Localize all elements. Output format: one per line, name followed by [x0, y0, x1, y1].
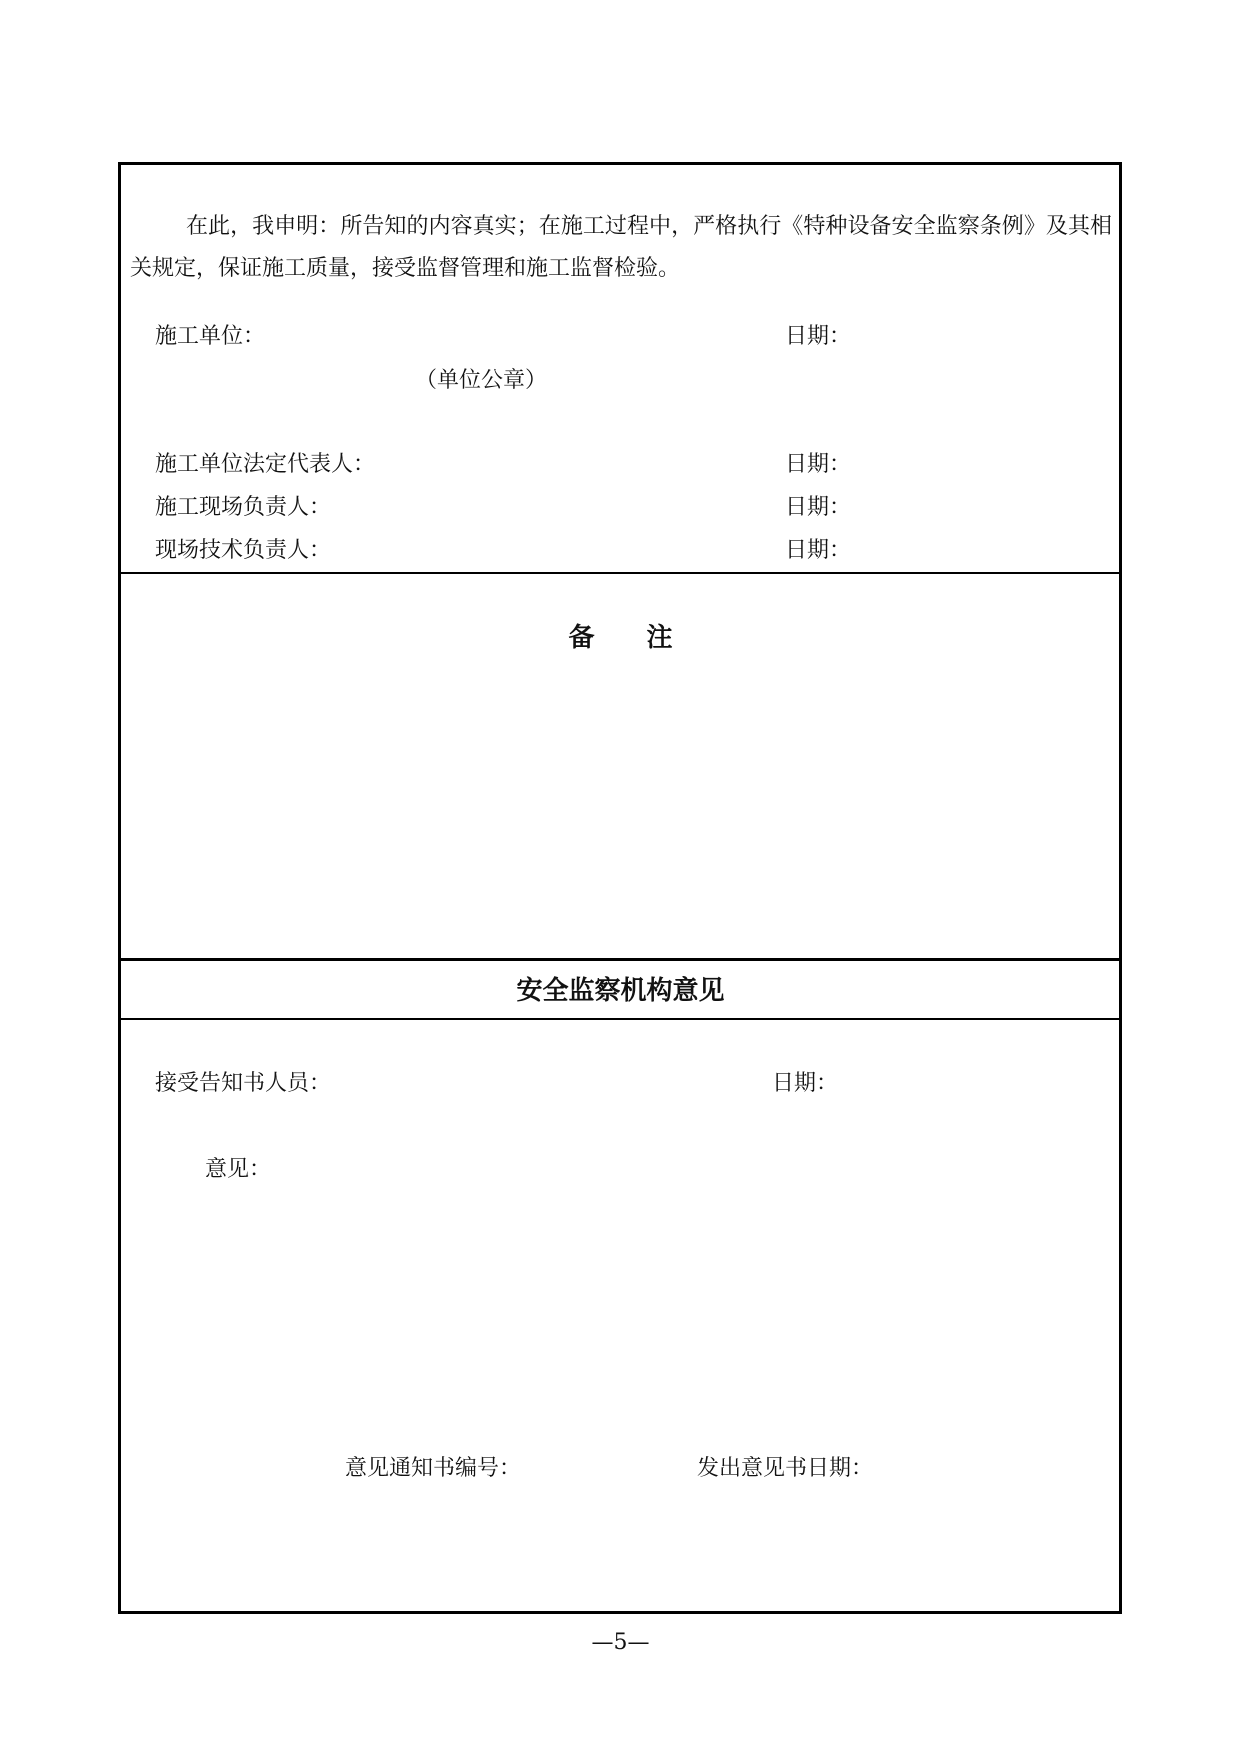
opinion-label: 意见： — [205, 1157, 272, 1182]
construction-unit-label: 施工单位： — [155, 324, 266, 349]
opinion-notice-number-label: 意见通知书编号： — [345, 1456, 522, 1481]
notice-receiver-date-label: 日期： — [772, 1071, 839, 1096]
site-manager-label: 施工现场负责人： — [155, 495, 332, 520]
unit-seal-label: （单位公章） — [415, 368, 548, 393]
form-frame — [118, 162, 1122, 1614]
technical-manager-label: 现场技术负责人： — [155, 538, 332, 563]
declaration-paragraph: 在此，我申明：所告知的内容真实；在施工过程中，严格执行《特种设备安全监察条例》及其相关规定，保证施工质量，接受监督管理和施工监督检验。 — [130, 214, 1112, 281]
site-manager-date-label: 日期： — [785, 495, 852, 520]
remarks-title: 备 注 — [568, 623, 673, 653]
legal-representative-label: 施工单位法定代表人： — [155, 452, 376, 477]
page-number: —5— — [591, 1630, 650, 1655]
technical-manager-date-label: 日期： — [785, 538, 852, 563]
construction-unit-date-label: 日期： — [785, 324, 852, 349]
agency-title-divider — [118, 1018, 1122, 1020]
legal-representative-date-label: 日期： — [785, 452, 852, 477]
notice-receiver-label: 接受告知书人员： — [155, 1071, 332, 1096]
agency-opinion-title: 安全监察机构意见 — [516, 976, 725, 1006]
opinion-issue-date-label: 发出意见书日期： — [697, 1456, 874, 1481]
section-divider-remarks — [118, 572, 1122, 574]
section-divider-agency — [118, 958, 1122, 961]
